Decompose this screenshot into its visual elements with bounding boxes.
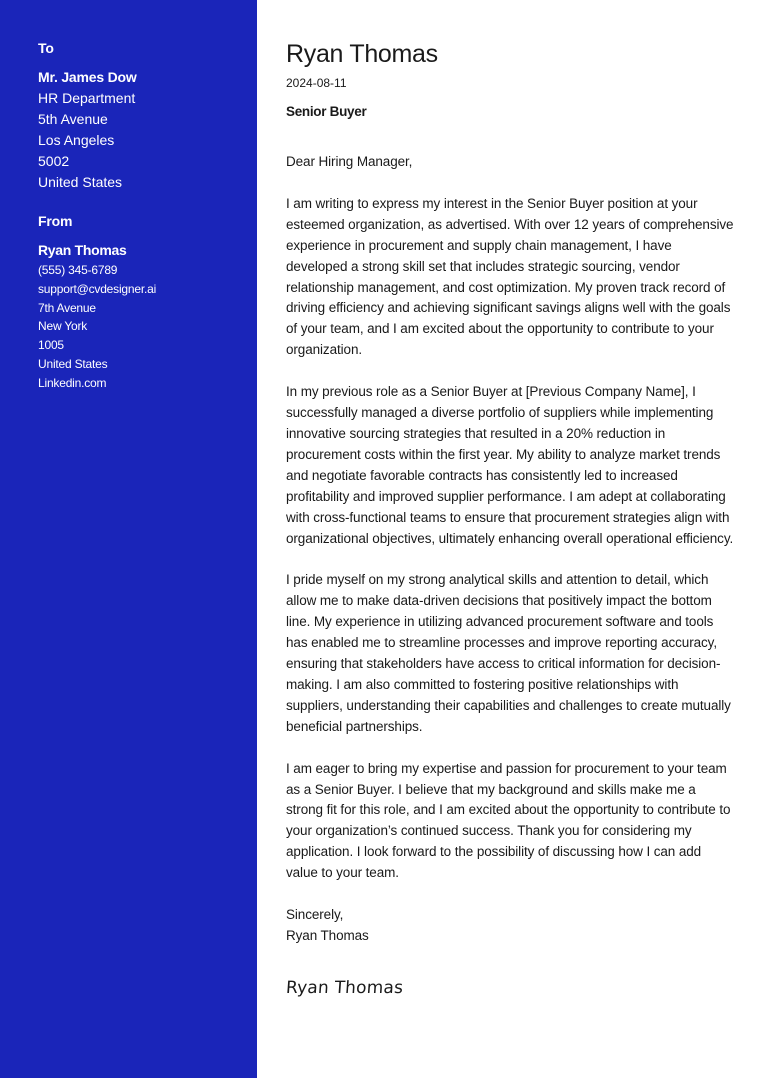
recipient-zip: 5002 bbox=[38, 153, 70, 169]
sender-email: support@cvdesigner.ai bbox=[38, 281, 157, 296]
letter-greeting: Dear Hiring Manager, bbox=[286, 154, 413, 169]
to-heading: To bbox=[38, 40, 54, 56]
sender-block bbox=[38, 240, 156, 393]
recipient-name: Mr. James Dow bbox=[38, 69, 137, 85]
letter-paragraph-4: I am eager to bring my expertise and passion for procurement to your team as a Senior Buyer. I believe that my background and skills make me a strong fit for this role, and I am excited about the opportunity to contribute to your organization’s continued success. Thank you for considering my application. I look forward to the possibility of discussing how I can add value to your team. bbox=[286, 760, 731, 881]
sidebar bbox=[0, 0, 257, 1078]
sender-country: United States bbox=[38, 356, 108, 371]
recipient-country: United States bbox=[38, 174, 123, 190]
letter-date: 2024-08-11 bbox=[286, 76, 347, 90]
letter-closing bbox=[286, 905, 734, 947]
sender-zip: 1005 bbox=[38, 338, 64, 353]
letter-paragraph-1: I am writing to express my interest in the Senior Buyer position at your esteemed organization, as advertised. With over 12 years of comprehensive experience in procurement and supply chain management, I have developed a strong skill set that includes strategic sourcing, vendor relationship management, and cost optimization. My proven track record of driving efficiency and achieving significant savings aligns well with the goals of your team, and I am excited about the opportunity to contribute to your organization. bbox=[286, 195, 734, 358]
handwritten-signature: Ryan Thomas bbox=[285, 978, 404, 998]
letter-body bbox=[286, 152, 734, 947]
from-heading: From bbox=[38, 213, 73, 229]
recipient-city: Los Angeles bbox=[38, 132, 115, 148]
recipient-department: HR Department bbox=[38, 90, 136, 106]
closing-name: Ryan Thomas bbox=[286, 928, 369, 943]
closing-word: Sincerely, bbox=[286, 907, 344, 923]
recipient-street: 5th Avenue bbox=[38, 111, 108, 127]
sender-street: 7th Avenue bbox=[38, 300, 96, 315]
letter-position-title: Senior Buyer bbox=[286, 104, 367, 119]
sender-city: New York bbox=[38, 319, 88, 334]
recipient-block bbox=[38, 67, 137, 193]
letter-paragraph-3: I pride myself on my strong analytical skills and attention to detail, which allow me to make data-driven decisions that positively impact the bottom line. My experience in utilizing advanced procurement software and tools has enabled me to streamline processes and improve reporting accuracy, ensuring that stakeholders have access to critical information for decision-making. I am also committed to fostering positive relationships with suppliers, understanding their capabilities and challenges to create mutually beneficial partnerships. bbox=[286, 572, 731, 734]
sender-phone: (555) 345-6789 bbox=[38, 263, 118, 277]
sender-linkedin: Linkedin.com bbox=[38, 375, 107, 390]
letter-paragraph-2: In my previous role as a Senior Buyer at [Previous Company Name], I successfully managed a diverse portfolio of suppliers while implementing innovative sourcing strategies that resulted in a 20% reduction in procurement costs within the first year. My ability to analyze market trends and negotiate favorable contracts has consistently led to increased profitability and improved supplier performance. I am adept at collaborating with cross-functional teams to ensure that procurement strategies align with organizational objectives, ultimately enhancing overall operational efficiency. bbox=[286, 384, 734, 546]
sender-name: Ryan Thomas bbox=[38, 242, 127, 258]
letter-author-name: Ryan Thomas bbox=[286, 40, 438, 68]
